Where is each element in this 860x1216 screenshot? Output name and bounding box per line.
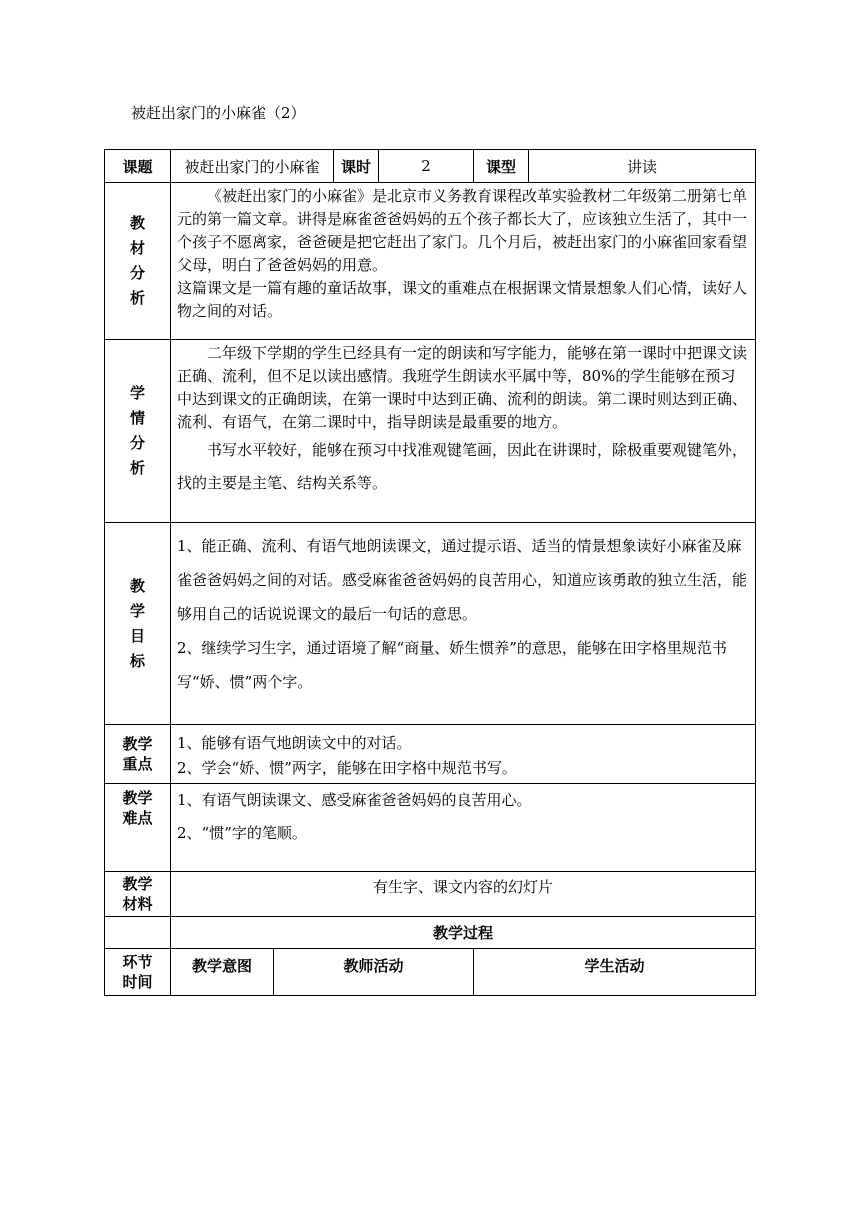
topic-label: 课题 [105,150,171,183]
key-points-content [171,725,756,784]
materials-label: 教学 材料 [105,872,171,917]
material-analysis-paragraph: 《被赶出家门的小麻雀》是北京市义务教育课程改革实验教材二年级第二册第七单元的第一篇文章。讲得是麻雀爸爸妈妈的五个孩子都长大了，应该独立生活了，其中一个孩子不愿离家，爸爸硬是把它赶出了家门。几个月后，被赶出家门的小麻雀回家看望父母，明白了爸爸妈妈的用意。 [177,187,748,274]
hours-value: 2 [379,150,474,183]
document-title: 被赶出家门的小麻雀（2） [131,104,306,122]
process-heading: 教学过程 [171,917,756,949]
key-point-item: 1、能够有语气地朗读文中的对话。 [177,734,412,752]
difficulties-label: 教学 难点 [105,784,171,872]
topic-value: 被赶出家门的小麻雀 [171,150,334,183]
objectives-label: 教 学 目 标 [105,523,171,725]
intent-header: 教学意图 [171,949,274,996]
process-columns-row [105,949,756,996]
objective-item: 1、能正确、流利、有语气地朗读课文，通过提示语、适当的情景想象读好小麻雀及麻雀爸爸妈妈之间的对话。感受麻雀爸爸妈妈的良苦用心，知道应该勇敢的独立生活，能够用自己的话说说课文的最后一句话的意思。 [177,537,748,623]
difficulties-row [105,784,756,872]
key-points-row [105,725,756,784]
student-analysis-content [171,340,756,523]
difficulty-item: 1、有语气朗读课文、感受麻雀爸爸妈妈的良苦用心。 [177,791,532,809]
lesson-plan-table [104,149,756,996]
objectives-row [105,523,756,725]
key-points-label: 教学 重点 [105,725,171,784]
hours-label: 课时 [334,150,379,183]
materials-value: 有生字、课文内容的幻灯片 [171,872,756,917]
difficulties-content [171,784,756,872]
key-point-item: 2、学会“娇、惯”两字，能够在田字格中规范书写。 [177,759,517,777]
objectives-content [171,523,756,725]
material-analysis-paragraph: 这篇课文是一篇有趣的童话故事，课文的重难点在根据课文情景想象人们心情，读好人物之间的对话。 [177,279,748,320]
process-heading-spacer [105,917,171,949]
type-label: 课型 [474,150,529,183]
teacher-activity-header: 教师活动 [274,949,474,996]
student-analysis-paragraph: 书写水平较好，能够在预习中找准观键笔画，因此在讲课时，除极重要观键笔外，找的主要是主笔、结构关系等。 [177,441,748,492]
objective-item: 2、继续学习生字，通过语境了解“商量、娇生惯养”的意思，能够在田字格里规范书写“娇、惯”两个字。 [177,639,727,691]
student-analysis-row [105,340,756,523]
header-row [105,150,756,183]
type-value: 讲读 [529,150,756,183]
material-analysis-row [105,183,756,340]
difficulty-item: 2、“惯”字的笔顺。 [177,824,307,842]
material-analysis-label: 教 材 分 析 [105,183,171,340]
student-analysis-paragraph: 二年级下学期的学生已经具有一定的朗读和写字能力，能够在第一课时中把课文读正确、流利，但不足以读出感情。我班学生朗读水平属中等，80%的学生能够在预习中达到课文的正确朗读，在第一课时中达到正确、流利的朗读。第二课时则达到正确、流利、有语气，在第二课时中，指导朗读是最重要的地方。 [177,344,748,431]
process-heading-row [105,917,756,949]
materials-row [105,872,756,917]
student-analysis-label: 学 情 分 析 [105,340,171,523]
material-analysis-content [171,183,756,340]
student-activity-header: 学生活动 [474,949,756,996]
stage-time-header: 环节 时间 [105,949,171,996]
